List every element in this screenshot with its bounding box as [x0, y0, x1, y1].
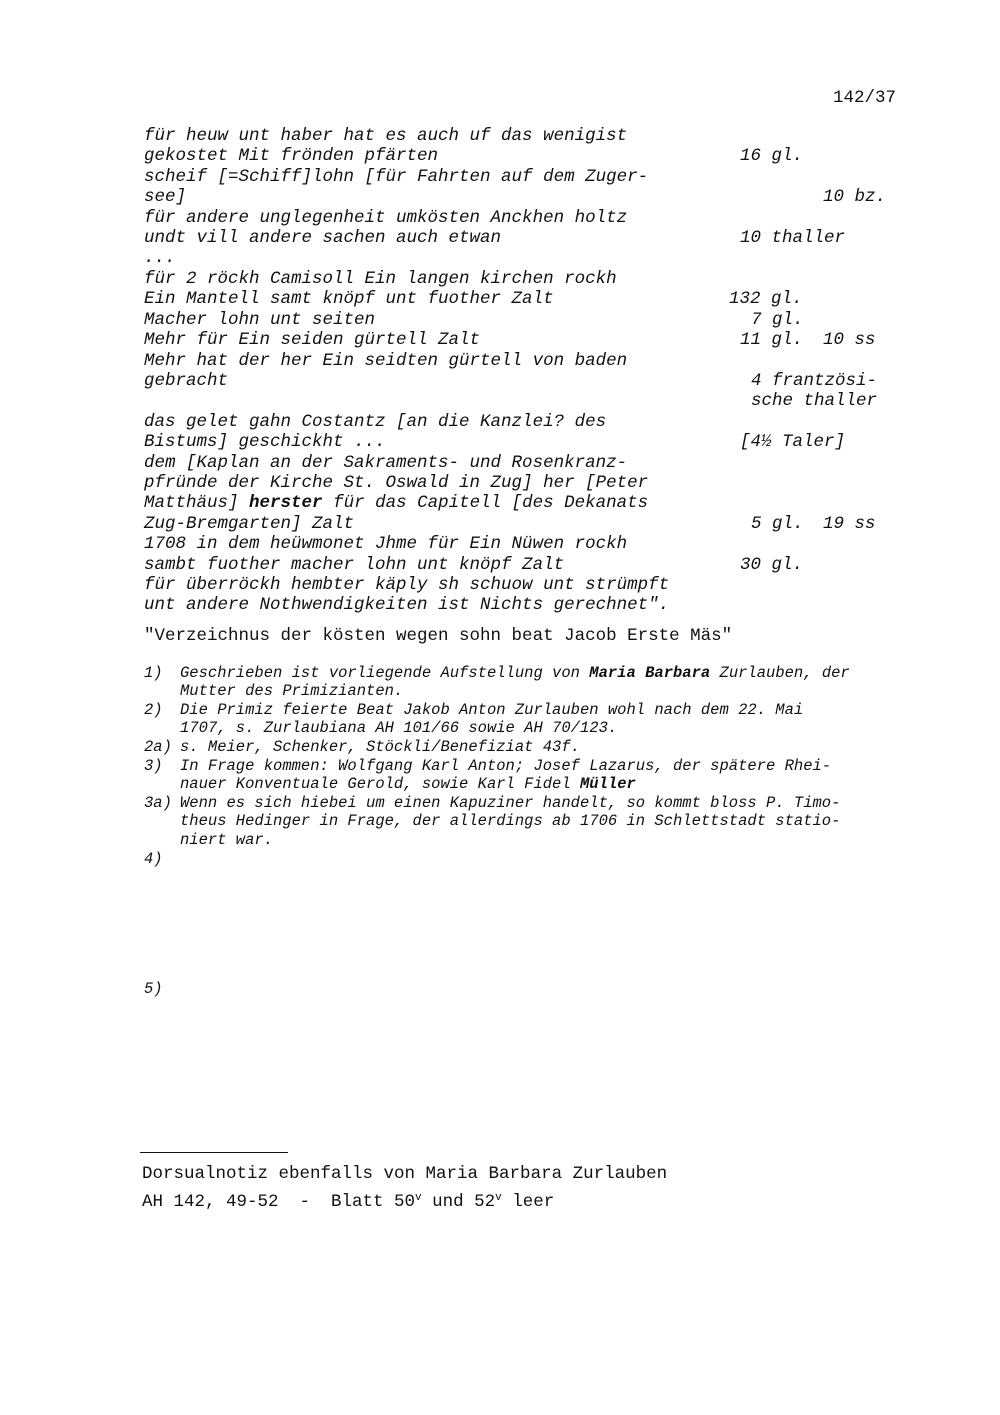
footnote-3-num: 3) [144, 757, 163, 775]
footnote-1-line-2: Mutter des Primizianten. [180, 682, 404, 700]
footnote-5-num: 5) [144, 980, 163, 998]
entry-2-line-2: see] [144, 187, 187, 207]
footnote-1-text-b: Zurlauben, der [719, 664, 850, 682]
footnote-1-num: 1) [144, 664, 163, 682]
entry-10-line-2: pfründe der Kirche St. Oswald in Zug] her [Peter [144, 473, 649, 493]
entry-8-amount-1: 4 frantzösi- [751, 371, 878, 391]
entry-12-line-2: unt andere Nothwendigkeiten ist Nichts gerechnet". [144, 595, 670, 615]
footnote-3-text-b: nauer Konventuale Gerold, sowie Karl Fidel [180, 775, 571, 793]
maria-barbara-bold: Maria Barbara [589, 664, 711, 682]
entry-10-line-3 [144, 493, 648, 514]
entry-10-amount-ss: 19 ss [823, 514, 876, 534]
entry-7-amount-ss: 10 ss [823, 330, 876, 350]
entry-10-line-4: Zug-Bremgarten] Zalt [144, 514, 355, 534]
sup-verso-1: v [415, 1192, 422, 1204]
entry-2-amount: 10 bz. [823, 187, 887, 207]
footnote-divider [140, 1152, 288, 1153]
page-number: 142/37 [833, 88, 897, 108]
mueller-bold: Müller [579, 775, 636, 793]
footnote-3-line-1: In Frage kommen: Wolfgang Karl Anton; Josef Lazarus, der spätere Rhei- [180, 757, 832, 775]
entry-8-line-1: Mehr hat der her Ein seidten gürtell von baden [144, 351, 628, 371]
entry-9-line-1: das gelet gahn Costantz [an die Kanzlei? des [144, 412, 607, 432]
footnote-3a-num: 3a) [144, 794, 172, 812]
footnote-3a-line-2: theus Hedinger in Frage, der allerdings ab 1706 in Schlettstadt statio- [180, 812, 841, 830]
document-title: "Verzeichnus der kösten wegen sohn beat Jacob Erste Mäs" [144, 626, 733, 646]
entry-10-amount: 5 gl. [751, 514, 804, 534]
footnote-2-num: 2) [144, 701, 163, 719]
entry-12-line-1: für überröckh hembter käply sh schuow unt strümpft [144, 575, 670, 595]
entry-9-line-2: Bistums] geschickht ... [144, 432, 386, 452]
entry-3-amount: 10 thaller [740, 228, 846, 248]
entry-1-line-2: gekostet Mit frönden pfärten [144, 146, 439, 166]
entry-5-line-1: für 2 röckh Camisoll Ein langen kirchen rockh [144, 269, 617, 289]
entry-5-line-2: Ein Mantell samt knöpf unt fuother Zalt [144, 289, 554, 309]
entry-9-amount: [4½ Taler] [740, 432, 846, 452]
dorsal-ref: AH 142, 49-52 - Blatt 50 [142, 1192, 416, 1212]
entry-10-line-3b: für das Capitell [des Dekanats [333, 493, 649, 513]
entry-3-line-1: für andere unglegenheit umkösten Anckhen holtz [144, 208, 628, 228]
footnote-3a-line-1: Wenn es sich hiebei um einen Kapuziner handelt, so kommt bloss P. Timo- [180, 794, 841, 812]
footnote-3-line-2 [180, 775, 636, 794]
footnote-2a-num: 2a) [144, 738, 172, 756]
entry-8-line-2: gebracht [144, 371, 229, 391]
entry-11-line-2: sambt fuother macher lohn unt knöpf Zalt [144, 555, 565, 575]
entry-1-amount: 16 gl. [740, 146, 804, 166]
footnote-1-line-1 [180, 664, 850, 683]
footnote-2-line-1: Die Primiz feierte Beat Jakob Anton Zurlauben wohl nach dem 22. Mai [180, 701, 804, 719]
footnote-2a-line-1: s. Meier, Schenker, Stöckli/Benefiziat 43f. [180, 738, 580, 756]
entry-8-amount-2: sche thaller [751, 391, 878, 411]
entry-11-amount: 30 gl. [740, 555, 804, 575]
entry-3-line-2: undt vill andere sachen auch etwan [144, 228, 502, 248]
entry-7-line-1: Mehr für Ein seiden gürtell Zalt [144, 330, 481, 350]
footnote-1-text-a: Geschrieben ist vorliegende Aufstellung von [180, 664, 580, 682]
footnote-2-line-2: 1707, s. Zurlaubiana AH 101/66 sowie AH 70/123. [180, 719, 618, 737]
dorsal-note-line-2 [142, 1186, 554, 1214]
footnote-4-num: 4) [144, 850, 163, 868]
dorsal-ref-b: und 52 [421, 1192, 496, 1212]
entry-5-amount: 132 gl. [729, 289, 803, 309]
dorsal-ref-c: leer [501, 1192, 555, 1212]
entry-7-amount: 11 gl. [740, 330, 804, 350]
entry-2-line-1: scheif [=Schiff]lohn [für Fahrten auf dem Zuger- [144, 167, 649, 187]
sup-verso-2: v [495, 1192, 502, 1204]
entry-6-amount: 7 gl. [751, 310, 804, 330]
footnote-3a-line-3: niert war. [180, 831, 274, 849]
entry-11-line-1: 1708 in dem heüwmonet Jhme für Ein Nüwen rockh [144, 534, 628, 554]
dorsal-note-line-1: Dorsualnotiz ebenfalls von Maria Barbara Zurlauben [142, 1164, 668, 1184]
ellipsis: ... [144, 248, 176, 268]
entry-1-line-1: für heuw unt haber hat es auch uf das wenigist [144, 126, 628, 146]
entry-10-line-1: dem [Kaplan an der Sakraments- und Rosenkranz- [144, 453, 628, 473]
herster-bold: herster [249, 493, 323, 513]
entry-6-line-1: Macher lohn unt seiten [144, 310, 376, 330]
entry-10-line-3a: Matthäus] [144, 493, 239, 513]
